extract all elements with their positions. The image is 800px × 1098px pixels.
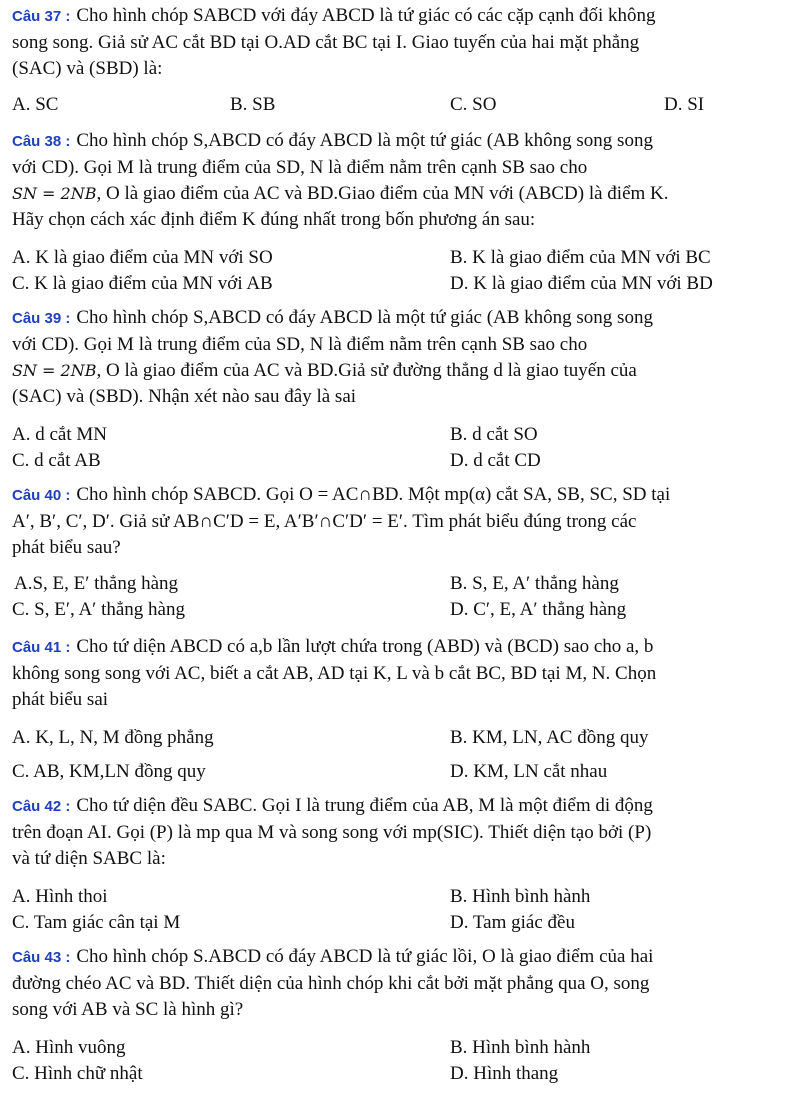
question-stem-line: song song. Giả sử AC cắt BD tại O.AD cắt BC tại I. Giao tuyến của hai mặt phẳng: [12, 32, 640, 53]
option-b[interactable]: B. SB: [230, 94, 276, 115]
question-stem-line: Câu 39 : Cho hình chóp S,ABCD có đáy ABCD là một tứ giác (AB không song song: [12, 307, 653, 328]
option-a[interactable]: A. Hình vuông: [12, 1037, 126, 1058]
question-stem-line: và tứ diện SABC là:: [12, 848, 166, 869]
question-stem-line: A′, B′, C′, D′. Giả sử AB∩C′D = E, A′B′∩C′D′ = E′. Tìm phát biểu đúng trong các: [12, 511, 637, 532]
question-stem-line: đường chéo AC và BD. Thiết diện của hình chóp khi cắt bởi mặt phẳng qua O, song: [12, 973, 650, 994]
question-stem-line: Câu 38 : Cho hình chóp S,ABCD có đáy ABCD là một tứ giác (AB không song song: [12, 130, 653, 151]
question-stem-line: SN = 2NB, O là giao điểm của AC và BD.Giao điểm của MN với (ABCD) là điểm K.: [12, 183, 669, 204]
question-stem-line: phát biểu sai: [12, 689, 109, 710]
option-a[interactable]: A.S, E, E′ thẳng hàng: [14, 573, 179, 594]
option-c[interactable]: C. Hình chữ nhật: [12, 1063, 143, 1084]
question-label: Câu 39 :: [12, 310, 71, 327]
option-c[interactable]: C. d cắt AB: [12, 450, 101, 471]
option-c[interactable]: C. Tam giác cân tại M: [12, 912, 181, 933]
option-a[interactable]: A. Hình thoi: [12, 886, 108, 907]
option-d[interactable]: D. d cắt CD: [450, 450, 541, 471]
option-b[interactable]: B. Hình bình hành: [450, 1037, 591, 1058]
option-a[interactable]: A. K là giao điểm của MN với SO: [12, 247, 273, 268]
option-a[interactable]: A. K, L, N, M đồng phẳng: [12, 727, 214, 748]
question-stem-line: Câu 40 : Cho hình chóp SABCD. Gọi O = AC∩BD. Một mp(α) cắt SA, SB, SC, SD tại: [12, 484, 671, 505]
question-stem-line: Câu 42 : Cho tứ diện đều SABC. Gọi I là trung điểm của AB, M là một điểm di động: [12, 795, 653, 816]
options: [12, 1023, 792, 1087]
question-stem-line: song với AB và SC là hình gì?: [12, 999, 244, 1020]
math-formula: SN = 2NB: [12, 361, 97, 380]
option-d[interactable]: D. KM, LN cắt nhau: [450, 761, 608, 782]
options: [12, 82, 792, 122]
math-formula: SN = 2NB: [12, 184, 97, 203]
option-b[interactable]: B. d cắt SO: [450, 424, 538, 445]
option-a[interactable]: A. SC: [12, 94, 59, 115]
question-stem-line: với CD). Gọi M là trung điểm của SD, N là điểm nằm trên cạnh SB sao cho: [12, 157, 588, 178]
question-stem-line: (SAC) và (SBD) là:: [12, 58, 163, 79]
question-stem-line: với CD). Gọi M là trung điểm của SD, N là điểm nằm trên cạnh SB sao cho: [12, 334, 588, 355]
options: [12, 872, 792, 934]
options: [12, 713, 792, 789]
option-a[interactable]: A. d cắt MN: [12, 424, 107, 445]
option-b[interactable]: B. KM, LN, AC đồng quy: [450, 727, 649, 748]
question-stem-line: SN = 2NB, O là giao điểm của AC và BD.Giả sử đường thẳng d là giao tuyến của: [12, 360, 637, 381]
question-38: [12, 128, 792, 294]
question-stem-line: Câu 37 : Cho hình chóp SABCD với đáy ABCD là tứ giác có các cặp cạnh đối không: [12, 5, 656, 26]
question-stem-line: Hãy chọn cách xác định điểm K đúng nhất trong bốn phương án sau:: [12, 209, 536, 230]
question-stem-line: (SAC) và (SBD). Nhận xét nào sau đây là sai: [12, 386, 357, 407]
question-label: Câu 40 :: [12, 487, 71, 504]
option-b[interactable]: B. K là giao điểm của MN với BC: [450, 247, 711, 268]
question-label: Câu 38 :: [12, 133, 71, 150]
options: [12, 410, 792, 471]
question-41: [12, 634, 792, 789]
question-43: [12, 944, 792, 1087]
question-37: [12, 3, 792, 122]
question-stem-line: phát biểu sau?: [12, 537, 121, 558]
question-stem-line: không song song với AC, biết a cắt AB, AD tại K, L và b cắt BC, BD tại M, N. Chọn: [12, 663, 657, 684]
question-stem-line: Câu 43 : Cho hình chóp S.ABCD có đáy ABCD là tứ giác lồi, O là giao điểm của hai: [12, 946, 654, 967]
question-label: Câu 42 :: [12, 798, 71, 815]
question-label: Câu 43 :: [12, 949, 71, 966]
question-stem-line: Câu 41 : Cho tứ diện ABCD có a,b lần lượt chứa trong (ABD) và (BCD) sao cho a, b: [12, 636, 654, 657]
question-39: [12, 305, 792, 471]
option-d[interactable]: D. K là giao điểm của MN với BD: [450, 273, 713, 294]
option-d[interactable]: D. SI: [664, 94, 705, 115]
question-label: Câu 41 :: [12, 639, 71, 656]
question-stem-line: trên đoạn AI. Gọi (P) là mp qua M và song song với mp(SIC). Thiết diện tạo bởi (P): [12, 822, 652, 843]
option-b[interactable]: B. Hình bình hành: [450, 886, 591, 907]
option-d[interactable]: D. Tam giác đều: [450, 912, 575, 933]
question-40: [12, 482, 792, 620]
question-42: [12, 793, 792, 934]
option-c[interactable]: C. K là giao điểm của MN với AB: [12, 273, 273, 294]
question-label: Câu 37 :: [12, 8, 71, 25]
option-c[interactable]: C. AB, KM,LN đồng quy: [12, 761, 206, 782]
options: [12, 233, 792, 294]
option-d[interactable]: D. C′, E, A′ thẳng hàng: [450, 599, 627, 620]
option-d[interactable]: D. Hình thang: [450, 1063, 559, 1084]
option-c[interactable]: C. S, E′, A′ thẳng hàng: [12, 599, 185, 620]
option-b[interactable]: B. S, E, A′ thẳng hàng: [450, 573, 619, 594]
option-c[interactable]: C. SO: [450, 94, 497, 115]
options: [12, 561, 792, 620]
